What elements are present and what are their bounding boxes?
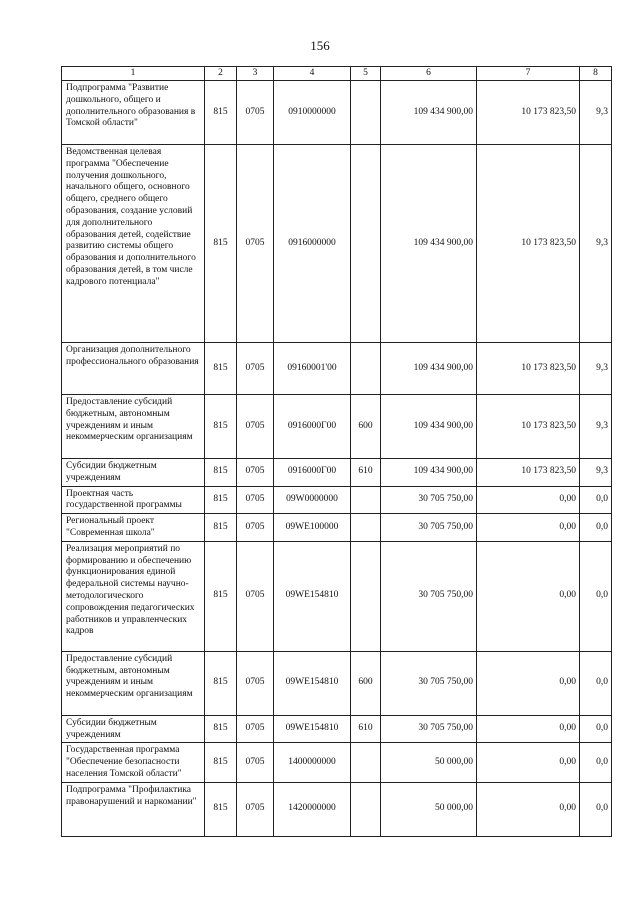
header-col-actual: 7 — [477, 67, 580, 81]
col-name: Проектная часть государственной программы — [62, 486, 205, 514]
col-target: 0916000000 — [274, 145, 351, 343]
col-name: Подпрограмма "Профилактика правонарушений и наркомании" — [62, 782, 205, 836]
col-section: 0705 — [237, 715, 274, 743]
col-section: 0705 — [237, 782, 274, 836]
col-expense-type — [351, 81, 381, 145]
col-ministry: 815 — [205, 145, 237, 343]
col-actual: 0,00 — [477, 782, 580, 836]
col-actual: 10 173 823,50 — [477, 343, 580, 395]
col-plan: 30 705 750,00 — [381, 651, 477, 715]
col-actual: 10 173 823,50 — [477, 81, 580, 145]
header-col-ministry: 2 — [205, 67, 237, 81]
col-percent: 9,3 — [580, 343, 612, 395]
col-expense-type — [351, 343, 381, 395]
table-row — [62, 651, 612, 715]
col-ministry: 815 — [205, 715, 237, 743]
table-row — [62, 395, 612, 459]
col-actual: 10 173 823,50 — [477, 145, 580, 343]
col-percent: 9,3 — [580, 395, 612, 459]
table-row — [62, 145, 612, 343]
col-name: Предоставление субсидий бюджетным, автономным учреждениям и иным некоммерческим организациям — [62, 651, 205, 715]
header-col-target: 4 — [274, 67, 351, 81]
col-expense-type — [351, 145, 381, 343]
col-expense-type — [351, 486, 381, 514]
col-percent: 0,0 — [580, 651, 612, 715]
col-actual: 0,00 — [477, 651, 580, 715]
col-expense-type: 610 — [351, 715, 381, 743]
col-target: 0916000Г00 — [274, 395, 351, 459]
col-ministry: 815 — [205, 343, 237, 395]
table-row — [62, 343, 612, 395]
col-target: 09WE154810 — [274, 541, 351, 651]
col-section: 0705 — [237, 81, 274, 145]
col-actual: 0,00 — [477, 715, 580, 743]
table-row — [62, 715, 612, 743]
col-section: 0705 — [237, 651, 274, 715]
col-target: 09WE154810 — [274, 715, 351, 743]
col-name: Подпрограмма "Развитие дошкольного, общего и дополнительного образования в Томской области" — [62, 81, 205, 145]
col-name: Реализация мероприятий по формированию и обеспечению функционирования единой федеральной системы научно-методологического сопровождения педагогических работников и управленческих кадров — [62, 541, 205, 651]
col-plan: 109 434 900,00 — [381, 81, 477, 145]
col-expense-type — [351, 743, 381, 782]
col-plan: 50 000,00 — [381, 743, 477, 782]
col-percent: 0,0 — [580, 514, 612, 542]
col-name: Ведомственная целевая программа "Обеспечение получения дошкольного, начального общего, основного общего, среднего общего образования, создание условий для дополнительного образования детей, содействие развитию системы общего образования и дополнительного образования детей, в том числе кадрового потенциала" — [62, 145, 205, 343]
col-section: 0705 — [237, 459, 274, 487]
col-expense-type — [351, 514, 381, 542]
col-plan: 30 705 750,00 — [381, 541, 477, 651]
col-ministry: 815 — [205, 81, 237, 145]
col-section: 0705 — [237, 541, 274, 651]
table-row — [62, 514, 612, 542]
col-plan: 109 434 900,00 — [381, 459, 477, 487]
col-section: 0705 — [237, 514, 274, 542]
col-target: 09WE154810 — [274, 651, 351, 715]
col-actual: 0,00 — [477, 541, 580, 651]
budget-table — [61, 66, 612, 837]
col-plan: 109 434 900,00 — [381, 343, 477, 395]
table-row — [62, 459, 612, 487]
col-expense-type: 610 — [351, 459, 381, 487]
col-name: Государственная программа "Обеспечение безопасности населения Томской области" — [62, 743, 205, 782]
col-plan: 30 705 750,00 — [381, 715, 477, 743]
col-section: 0705 — [237, 395, 274, 459]
table-row — [62, 486, 612, 514]
col-actual: 0,00 — [477, 743, 580, 782]
col-percent: 0,0 — [580, 743, 612, 782]
col-percent: 0,0 — [580, 715, 612, 743]
header-col-expense-type: 5 — [351, 67, 381, 81]
header-col-section: 3 — [237, 67, 274, 81]
col-percent: 9,3 — [580, 81, 612, 145]
col-percent: 9,3 — [580, 145, 612, 343]
table-row — [62, 782, 612, 836]
col-name: Субсидии бюджетным учреждениям — [62, 715, 205, 743]
header-row — [62, 67, 612, 81]
col-expense-type — [351, 782, 381, 836]
col-plan: 109 434 900,00 — [381, 395, 477, 459]
col-ministry: 815 — [205, 486, 237, 514]
col-name: Региональный проект "Современная школа" — [62, 514, 205, 542]
table-row — [62, 743, 612, 782]
col-actual: 10 173 823,50 — [477, 395, 580, 459]
table-row — [62, 81, 612, 145]
col-target: 1400000000 — [274, 743, 351, 782]
col-target: 09160001'00 — [274, 343, 351, 395]
col-percent: 0,0 — [580, 486, 612, 514]
col-ministry: 815 — [205, 459, 237, 487]
col-ministry: 815 — [205, 541, 237, 651]
col-actual: 10 173 823,50 — [477, 459, 580, 487]
col-section: 0705 — [237, 343, 274, 395]
col-section: 0705 — [237, 145, 274, 343]
col-section: 0705 — [237, 743, 274, 782]
col-name: Организация дополнительного профессионального образования — [62, 343, 205, 395]
header-col-percent: 8 — [580, 67, 612, 81]
col-ministry: 815 — [205, 782, 237, 836]
col-target: 1420000000 — [274, 782, 351, 836]
header-col-plan: 6 — [381, 67, 477, 81]
col-name: Предоставление субсидий бюджетным, автономным учреждениям и иным некоммерческим организациям — [62, 395, 205, 459]
col-percent: 0,0 — [580, 782, 612, 836]
col-target: 09W0000000 — [274, 486, 351, 514]
col-plan: 30 705 750,00 — [381, 514, 477, 542]
col-expense-type: 600 — [351, 395, 381, 459]
col-ministry: 815 — [205, 743, 237, 782]
col-ministry: 815 — [205, 395, 237, 459]
col-actual: 0,00 — [477, 514, 580, 542]
col-plan: 109 434 900,00 — [381, 145, 477, 343]
table-row — [62, 541, 612, 651]
col-target: 09WE100000 — [274, 514, 351, 542]
col-target: 0910000000 — [274, 81, 351, 145]
col-target: 0916000Г00 — [274, 459, 351, 487]
col-plan: 30 705 750,00 — [381, 486, 477, 514]
col-actual: 0,00 — [477, 486, 580, 514]
col-name: Субсидии бюджетным учреждениям — [62, 459, 205, 487]
col-expense-type: 600 — [351, 651, 381, 715]
col-percent: 0,0 — [580, 541, 612, 651]
page-number: 156 — [310, 38, 330, 53]
header-col-name: 1 — [62, 67, 205, 81]
col-ministry: 815 — [205, 514, 237, 542]
col-expense-type — [351, 541, 381, 651]
col-ministry: 815 — [205, 651, 237, 715]
col-section: 0705 — [237, 486, 274, 514]
col-percent: 9,3 — [580, 459, 612, 487]
col-plan: 50 000,00 — [381, 782, 477, 836]
